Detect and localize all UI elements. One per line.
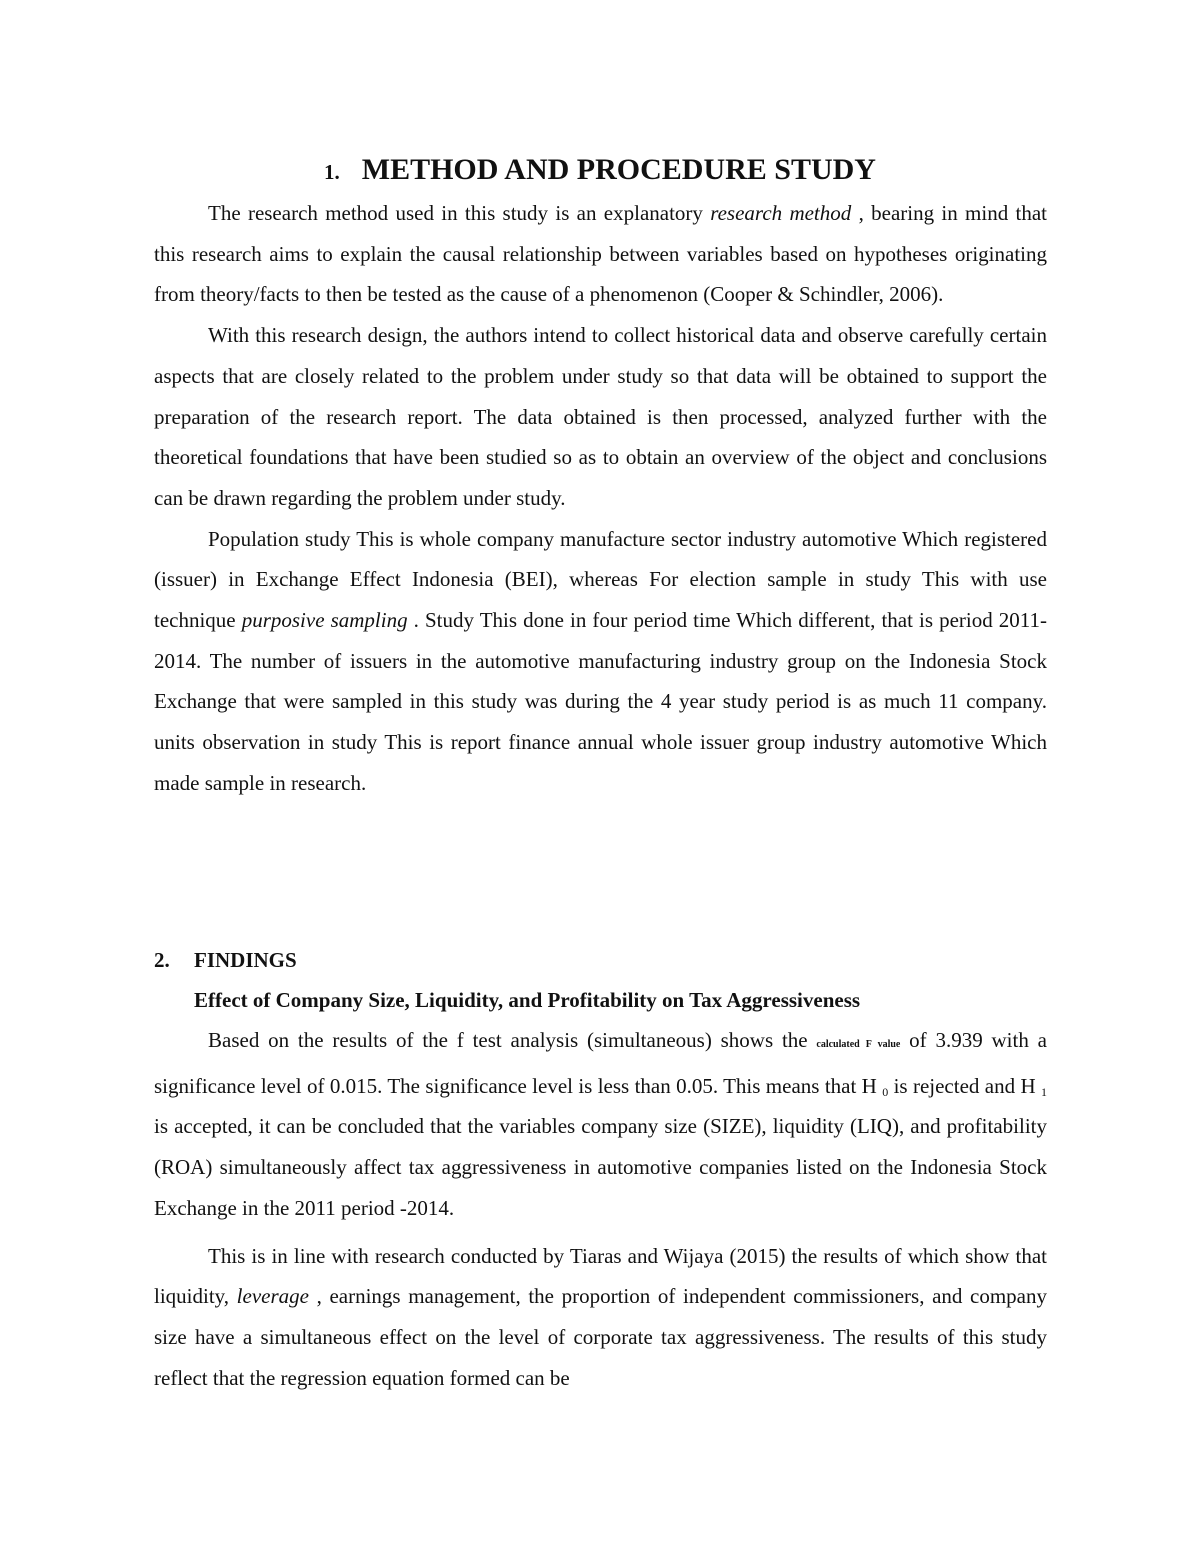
paragraph-population: Population study This is whole company manufacture sector industry automotive Which registered (issuer) in Exchange Effect Indonesia (BEI), whereas For election sample in study This with use technique purposive sampling . Study This done in four period time Which different, that is period 2011-2014. The number of issuers in the automotive manufacturing industry group on the Indonesia Stock Exchange that were sampled in this study was during the 4 year study period is as much 11 company. units observation in study This is report finance annual whole issuer group industry automotive Which made sample in research.: [154, 526, 1048, 795]
paragraph-research-design: With this research design, the authors intend to collect historical data and observe carefully certain aspects that are closely related to the problem under study so that data will be obtained to support the preparation of the research report. The data obtained is then processed, analyzed further with the theoretical foundations that have been studied so as to obtain an overview of the object and conclusions can be drawn regarding the problem under study.: [154, 323, 1047, 510]
section-1-heading: [0, 150, 1200, 192]
paragraph-f-test: Based on the results of the f test analysis (simultaneous) shows the calculated F value of 3.939 with a significance level of 0.015. The significance level is less than 0.05. This means that H $_0$ is rejected and H $_1$ is accepted, it can be concluded that the variables company size (SIZE), liquidity (LIQ), and profitability (ROA) simultaneously affect tax aggressiveness in automotive companies listed on the Indonesia Stock Exchange in the 2011 period -2014.: [154, 1028, 1047, 1220]
section-2-title: FINDINGS: [194, 948, 297, 972]
section-2-subtitle: Effect of Company Size, Liquidity, and Profitability on Tax Aggressiveness: [194, 988, 861, 1012]
section-2-number: 2.: [154, 948, 170, 972]
section-1-title: METHOD AND PROCEDURE STUDY: [361, 153, 876, 186]
paragraph-tiaras-wijaya: This is in line with research conducted by Tiaras and Wijaya (2015) the results of which show that liquidity, leverage , earnings management, the proportion of independent commissioners, and company size have a simultaneous effect on the level of corporate tax aggressiveness. The results of this study reflect that the regression equation formed can be: [154, 1243, 1047, 1390]
section-1-body: [154, 193, 1047, 804]
section-2-heading: [154, 940, 297, 980]
paragraph-research-method: The research method used in this study is an explanatory research method , bearing in mind that this research aims to explain the causal relationship between variables based on hypotheses originating from theory/facts to then be tested as the cause of a phenomenon (Cooper & Schindler, 2006).: [154, 201, 1047, 307]
section-1-number: 1.: [324, 160, 340, 184]
section-2-body: [154, 1020, 1047, 1398]
